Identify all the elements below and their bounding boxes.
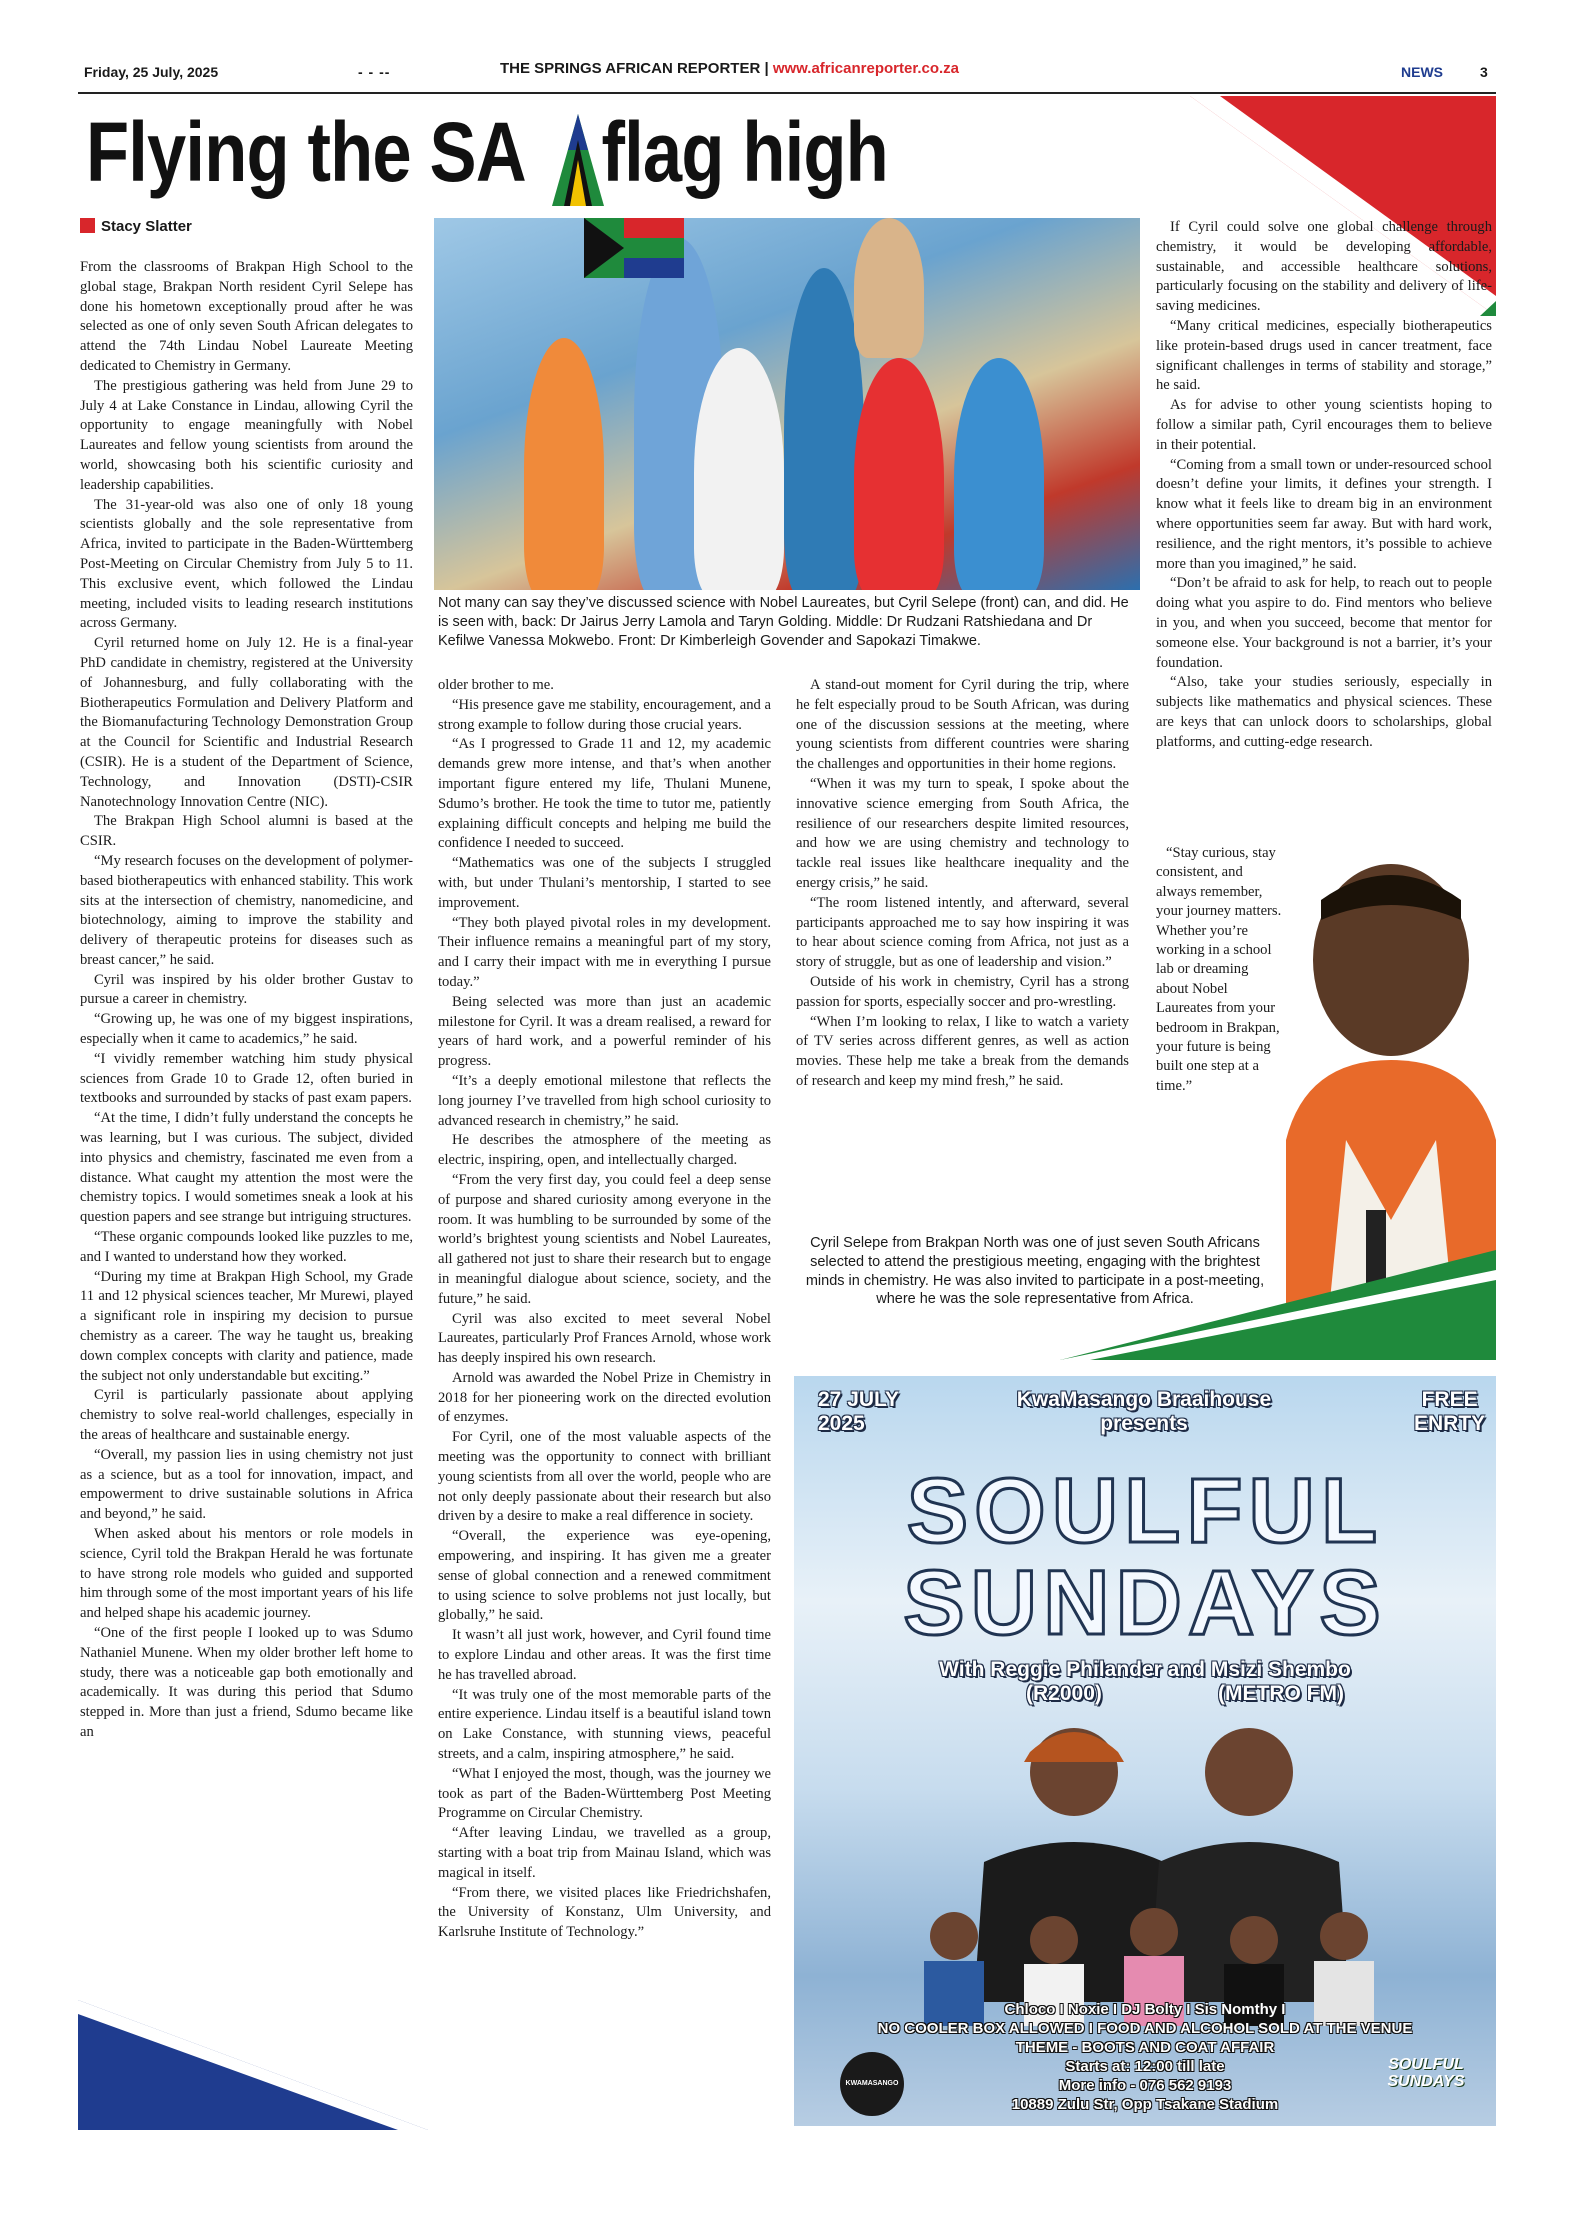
paragraph: “From the very first day, you could feel a deep sense of purpose and shared curiosity among everyone in the room. It was humbling to be surrounded by some of the world’s brightest young scientists and Nobel Laureates, all gathered not just to share their research but to engage in meaningful dialogue about science, society, and the future,” he said. — [438, 1171, 771, 1307]
paragraph: “They both played pivotal roles in my development. Their influence remains a meaningful part of my story, and I carry their impact with me in everything I pursue today.” — [438, 914, 771, 990]
flag-corner-bottom-left — [78, 2000, 428, 2130]
byline — [80, 218, 192, 235]
paragraph: older brother to me. — [438, 677, 554, 693]
advert-theme: THEME - BOOTS AND COAT AFFAIR — [1015, 2039, 1275, 2056]
paragraph: Cyril was inspired by his older brother Gustav to pursue a career in chemistry. — [80, 971, 413, 1008]
header-rule — [78, 92, 1496, 94]
paragraph: “Many critical medicines, especially biotherapeutics like protein-based drugs used in cancer treatment, face significant challenges in terms of stability and storage,” he said. — [1156, 317, 1492, 394]
paragraph: “Mathematics was one of the subjects I struggled with, but under Thulani’s mentorship, I started to see improvement. — [438, 855, 771, 911]
paragraph: From the classrooms of Brakpan High School to the global stage, Brakpan North resident Cyril Selepe has done his hometown exceptionally proud after he was selected as one of only seven South African delegates to attend the 74th Lindau Nobel Laureate Meeting dedicated to Chemistry in Germany. — [80, 259, 413, 374]
advert-host-1-station: (R2000) — [1026, 1682, 1102, 1705]
paragraph: A stand-out moment for Cyril during the trip, where he felt especially proud to be South African, was during one of the discussion sessions at the meeting, where young scientists from different countries were sharing the challenges and opportunities in their home regions. — [796, 677, 1129, 773]
paragraph: “Coming from a small town or under-resourced school doesn’t define your limits, it defines your strength. I know what it feels like to dream big in an environment where opportunities seem far away. But with hard work, resilience, and the right mentors, it’s possible to achieve more than you imagined,” he said. — [1156, 456, 1492, 572]
person-figure — [854, 218, 924, 358]
paragraph: It wasn’t all just work, however, and Cyril found time to explore Lindau and other areas. It was the first time he has travelled abroad. — [438, 1627, 771, 1683]
person-figure — [524, 338, 604, 590]
article-headline — [86, 102, 888, 202]
advert-lineup: Chloco I Noxie I DJ Bolty I Sis Nomthy I — [1004, 2001, 1286, 2018]
event-advert — [794, 1376, 1496, 2126]
article-column-2 — [438, 676, 771, 2110]
paragraph: “Don’t be afraid to ask for help, to reach out to people doing what you aspire to do. Find mentors who believe in you, and when you succeed, become that mentor for someone else. Your background is not a barrier, it’s your foundation. — [1156, 575, 1492, 671]
article-column-4 — [1156, 218, 1492, 840]
paragraph: “Overall, the experience was eye-opening, empowering, and inspiring. It has given me a greater sense of global connection and a renewed commitment to using science to solve problems not just locally, but globally,” he said. — [438, 1528, 771, 1624]
paragraph: Cyril was also excited to meet several Nobel Laureates, particularly Prof Frances Arnold, whose work has deeply inspired his own research. — [438, 1310, 771, 1367]
section-label: NEWS — [1401, 64, 1443, 80]
paragraph: Cyril returned home on July 12. He is a final-year PhD candidate in chemistry, registered at the University of Johannesburg, and fully collaborating with the Biotherapeutics Formulation and Delivery Platform and the Biomanufacturing Technology Demonstration Group at the Council for Scientific and Industrial Research (CSIR). He is a student of the Department of Science, Technology, and Innovation (DSTI)-CSIR Nanotechnology Innovation Centre (NIC). — [80, 635, 413, 810]
advert-start-time: Starts at: 12:00 till late — [1065, 2058, 1225, 2075]
paragraph: “The room listened intently, and afterward, several participants approached me to say how inspiring it was to hear about science coming from Africa, not just as a story of struggle, but as one of leadership and vision.” — [796, 894, 1129, 971]
advert-date-day: 27 JULY — [818, 1388, 899, 1411]
publication-url[interactable]: www.africanreporter.co.za — [772, 60, 960, 77]
paragraph: “One of the first people I looked up to was Sdumo Nathaniel Munene. When my older brother left home to study, there was a noticeable gap both emotionally and academically. It was during this period that Sdumo stepped in. More than just a friend, Sdumo became like an — [80, 1624, 413, 1740]
advert-contact[interactable]: More info - 076 562 9193 — [1058, 2077, 1232, 2094]
paragraph: Cyril is particularly passionate about applying chemistry to solve real-world challenges, especially in the areas of healthcare and sustainable energy. — [80, 1387, 413, 1444]
advert-free-entry — [1414, 1388, 1485, 1436]
paragraph: “These organic compounds looked like puzzles to me, and I wanted to understand how they worked. — [80, 1229, 413, 1265]
advert-free: FREE — [1421, 1388, 1478, 1411]
header-dots: - - -- — [358, 64, 391, 80]
paragraph: “Overall, my passion lies in using chemistry not just as a science, but as a tool for innovation, impact, and empowerment to drive sustainable solutions in Africa and beyond,” he said. — [80, 1446, 413, 1523]
photo-caption: Not many can say they’ve discussed science with Nobel Laureates, but Cyril Selepe (front) can, and did. He is seen with, back: Dr Jairus Jerry Lamola and Taryn Golding. Middle: Dr Rudzani Ratshiedana and Dr Kefilwe Vanessa Mokwebo. Front: Dr Kimberleigh Govender and Sapokazi Timakwe. — [438, 595, 1129, 649]
author-name: Stacy Slatter — [101, 218, 192, 235]
held-flag-icon — [584, 218, 684, 298]
headline-part-2: flag high — [601, 105, 888, 199]
logo-line-2: SUNDAYS — [1387, 2073, 1465, 2090]
paragraph: “My research focuses on the development of polymer-based biotherapeutics with enhanced stability. This work sits at the intersection of chemistry, nanomedicine, and biotechnology, aiming to improve the stability and delivery of therapeutic proteins for diseases such as breast cancer,” he said. — [80, 852, 413, 968]
advert-address: 10889 Zulu Str, Opp Tsakane Stadium — [1011, 2096, 1279, 2113]
article-column-1 — [80, 258, 413, 1998]
person-figure — [854, 358, 944, 590]
paragraph: For Cyril, one of the most valuable aspects of the meeting was the opportunity to connect with brilliant young scientists from all over the world, people who are not only deeply passionate about their research but also driven by a desire to make a real difference in society. — [438, 1429, 771, 1525]
sa-flag-icon — [548, 110, 608, 210]
paragraph: Arnold was awarded the Nobel Prize in Chemistry in 2018 for her pioneering work on the directed evolution of enzymes. — [438, 1369, 771, 1426]
advert-date-year: 2025 — [818, 1412, 865, 1435]
advert-venue-block — [954, 1388, 1334, 1436]
person-figure — [784, 268, 864, 590]
paragraph: “I vividly remember watching him study physical sciences from Grade 10 to Grade 12, often buried in textbooks and surrounded by stacks of past exam papers. — [80, 1050, 413, 1107]
article-column-3 — [796, 676, 1129, 1196]
kwamasango-logo — [840, 2052, 904, 2116]
advert-rules: NO COOLER BOX ALLOWED I FOOD AND ALCOHOL SOLD AT THE VENUE — [877, 2020, 1413, 2037]
masthead-separator: | — [764, 60, 769, 77]
paragraph: “His presence gave me stability, encouragement, and a strong example to follow during those crucial years. — [438, 696, 771, 733]
paragraph: “After leaving Lindau, we travelled as a group, starting with a boat trip from Mainau Island, which was magical in itself. — [438, 1825, 771, 1881]
advert-venue: KwaMasango Braaihouse — [1016, 1388, 1272, 1411]
logo-line-1: SOULFUL — [1388, 2056, 1464, 2073]
advert-entry: ENRTY — [1414, 1412, 1486, 1435]
paragraph: When asked about his mentors or role models in science, Cyril told the Brakpan Herald he was fortunate to have strong role models who guided and supported him through some of the most important years of his life and helped shape his academic journey. — [80, 1526, 413, 1622]
paragraph: “Growing up, he was one of my biggest inspirations, especially when it came to academics,” he said. — [80, 1011, 413, 1048]
page-number: 3 — [1480, 64, 1488, 80]
paragraph: As for advise to other young scientists hoping to follow a similar path, Cyril encourages them to believe in their potential. — [1156, 397, 1492, 453]
issue-date: Friday, 25 July, 2025 — [84, 64, 219, 80]
paragraph: The prestigious gathering was held from June 29 to July 4 at Lake Constance in Lindau, allowing Cyril the opportunity to engage meaningfully with Nobel Laureates and fellow young scientists from around the world, showcasing both his scientific curiosity and leadership capabilities. — [80, 377, 413, 493]
publication-name: THE SPRINGS AFRICAN REPORTER — [500, 60, 761, 77]
person-figure — [694, 348, 784, 590]
advert-title-line-1: SOULFUL — [906, 1460, 1384, 1562]
paragraph: The Brakpan High School alumni is based at the CSIR. — [80, 813, 413, 850]
portrait-caption: Cyril Selepe from Brakpan North was one of just seven South Africans selected to attend the prestigious meeting, engaging with the brightest minds in chemistry. He was also invited to participate in a post-meeting, where he was the sole representative from Africa. — [805, 1235, 1265, 1308]
advert-hosts: With Reggie Philander and Msizi Shembo — [939, 1658, 1351, 1681]
paragraph: “As I progressed to Grade 11 and 12, my academic demands grew more intense, and that’s when another important figure entered my life, Thulani Munene, Sdumo’s brother. He took the time to tutor me, patiently explaining difficult concepts and helping me build the confidence I needed to succeed. — [438, 736, 771, 852]
paragraph: Outside of his work in chemistry, Cyril has a strong passion for sports, especially soccer and pro-wrestling. — [796, 973, 1129, 1010]
paragraph: “Stay curious, stay consistent, and always remember, your journey matters. Whether you’re working in a school lab or dreaming about Nobel Laureates from your bedroom in Brakpan, your future is being built one step at a time.” — [1156, 845, 1282, 1094]
advert-presents: presents — [1100, 1412, 1188, 1435]
person-figure — [954, 358, 1044, 590]
paragraph: “Also, take your studies seriously, especially in subjects like mathematics and physical sciences. These are keys that can unlock doors to scholarships, global platforms, and cutting-edge research. — [1156, 674, 1492, 750]
paragraph: He describes the atmosphere of the meeting as electric, inspiring, open, and intellectually charged. — [438, 1132, 771, 1169]
kwamasango-logo-text: KWAMASANGO — [845, 2080, 899, 2087]
publication-masthead — [500, 60, 1060, 77]
advert-title-line-2: SUNDAYS — [903, 1552, 1387, 1654]
paragraph: Being selected was more than just an academic milestone for Cyril. It was a dream realised, a reward for years of hard work, and a powerful reminder of his progress. — [438, 993, 771, 1070]
paragraph: “From there, we visited places like Friedrichshafen, the University of Konstanz, Ulm University, and Karlsruhe Institute of Technology.” — [438, 1884, 771, 1941]
paragraph: “It was truly one of the most memorable parts of the entire experience. Lindau itself is a beautiful island town on Lake Constance, with stunning views, peaceful streets, and a calm, inspiring atmosphere,” he said. — [438, 1686, 771, 1763]
advert-host-2-station: (METRO FM) — [1218, 1682, 1344, 1705]
paragraph: “During my time at Brakpan High School, my Grade 11 and 12 physical sciences teacher, Mr Murewi, played a significant role in inspiring my decision to pursue chemistry as a career. The way he taught us, breaking down complex concepts with clarity and patience, made the subject not only understandable but exciting.” — [80, 1268, 413, 1384]
advert-date — [818, 1388, 899, 1436]
paragraph: “When it was my turn to speak, I spoke about the innovative science emerging from South Africa, the resilience of our researchers despite limited resources, and how we are using chemistry and technology to tackle real issues like healthcare inequality and the energy crisis,” he said. — [796, 775, 1129, 891]
article-column-4-narrow — [1156, 844, 1282, 1214]
group-photo — [434, 218, 1140, 590]
paragraph: The 31-year-old was also one of only 18 young scientists globally and the sole representative from Africa, invited to participate in the Baden-Württemberg Post-Meeting on Circular Chemistry from July 5 to 11. This exclusive event, which followed the Lindau meeting, included visits to leading research institutions across Germany. — [80, 496, 413, 632]
paragraph: “What I enjoyed the most, though, was the journey we took as part of the Baden-Württemberg Post Meeting Programme on Circular Chemistry. — [438, 1765, 771, 1822]
paragraph: If Cyril could solve one global challenge through chemistry, it would be developing affordable, sustainable, and accessible healthcare solutions, particularly focusing on the stability and delivery of life-saving medicines. — [1156, 219, 1492, 315]
paragraph: “It’s a deeply emotional milestone that reflects the long journey I’ve travelled from high school curiosity to advanced research in chemistry,” he said. — [438, 1072, 771, 1129]
paragraph: “At the time, I didn’t fully understand the concepts he was learning, but I was curious. The subject, divided into physics and chemistry, fascinated me even from a distance. What caught my attention the most were the chemistry topics. I would sometimes sneak a look at his question papers and see strange but intriguing structures. — [80, 1110, 413, 1226]
soulful-sundays-logo — [1378, 2056, 1474, 2090]
paragraph: “When I’m looking to relax, I like to watch a variety of TV series across different genres, as well as action movies. These help me take a break from the demands of research and keep my mind fresh,” he said. — [796, 1013, 1129, 1089]
headline-part-1: Flying the SA — [86, 105, 526, 199]
